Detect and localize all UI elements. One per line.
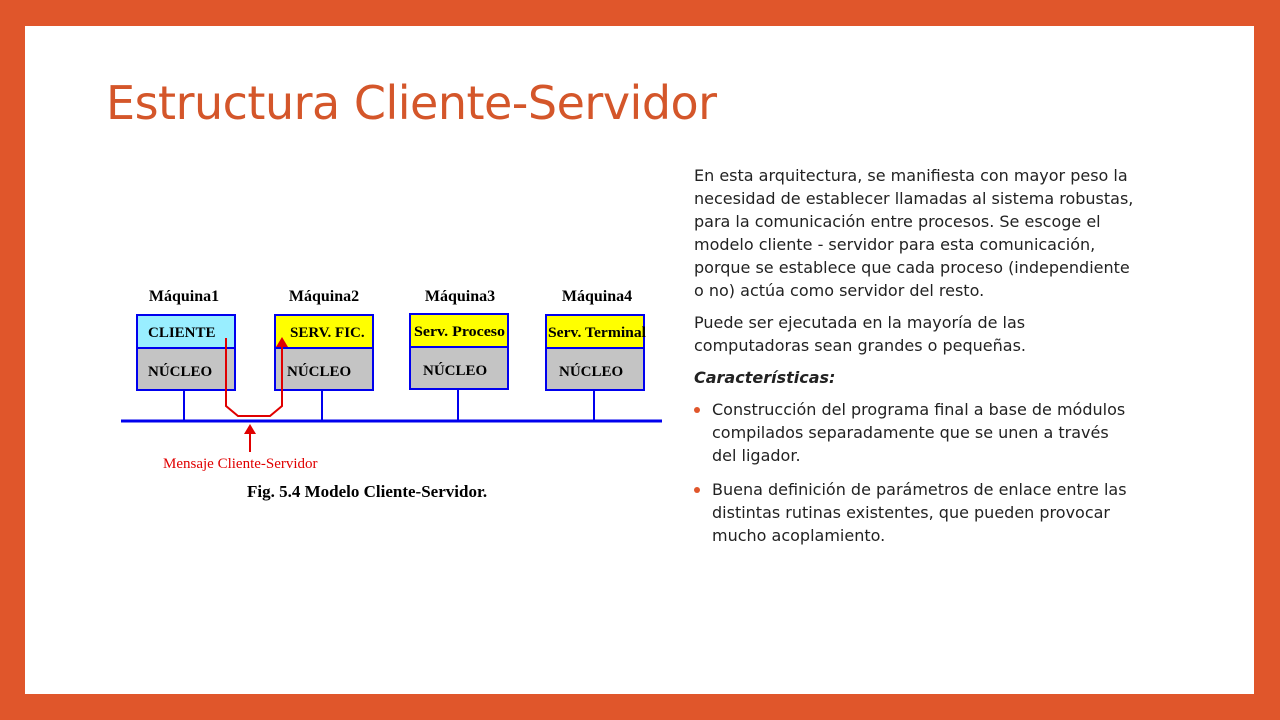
machine-4-top-label: Serv. Terminal bbox=[548, 325, 646, 341]
machine-2-top-label: SERV. FIC. bbox=[290, 325, 365, 341]
message-arrow bbox=[244, 424, 256, 452]
characteristics-heading: Características: bbox=[694, 368, 836, 387]
machine-4-box bbox=[546, 315, 646, 390]
bullet-text: Construcción del programa final a base de módulos compilados separadamente que se unen a través del ligador. bbox=[712, 400, 1126, 465]
machine-1-label: Máquina1 bbox=[148, 288, 220, 305]
machine-1-bottom-label: NÚCLEO bbox=[148, 364, 213, 380]
message-label: Mensaje Cliente-Servidor bbox=[163, 456, 318, 472]
machine-3-top-label: Serv. Proceso bbox=[414, 324, 505, 340]
machine-1-top-label: CLIENTE bbox=[148, 325, 216, 341]
machine-2-bottom-label: NÚCLEO bbox=[287, 364, 352, 380]
paragraph-2: Puede ser ejecutada en la mayoría de las computadoras sean grandes o pequeñas. bbox=[694, 313, 1026, 355]
bullet-text: Buena definición de parámetros de enlace entre las distintas rutinas existentes, que pueden provocar mucho acoplamiento. bbox=[712, 480, 1127, 545]
bullet-icon bbox=[694, 407, 700, 413]
text-column bbox=[694, 164, 1134, 558]
machine-2-label: Máquina2 bbox=[288, 288, 360, 305]
machine-3-box bbox=[410, 314, 508, 389]
paragraph-1: En esta arquitectura, se manifiesta con mayor peso la necesidad de establecer llamadas al sistema robustas, para la comunicación entre procesos. Se escoge el modelo cliente - servidor para esta comunicación, porque se establece que cada proceso (independiente o no) actúa como servidor del resto. bbox=[694, 166, 1134, 300]
list-item bbox=[694, 478, 1134, 547]
machine-3-label: Máquina3 bbox=[424, 288, 496, 305]
figure-caption: Fig. 5.4 Modelo Cliente-Servidor. bbox=[247, 482, 488, 501]
slide-title: Estructura Cliente-Servidor bbox=[106, 76, 717, 130]
machine-1-box bbox=[137, 315, 235, 390]
machine-4-label: Máquina4 bbox=[561, 288, 633, 305]
characteristics-list bbox=[694, 398, 1134, 547]
machine-2-box bbox=[275, 315, 373, 390]
bullet-icon bbox=[694, 487, 700, 493]
machine-3-bottom-label: NÚCLEO bbox=[423, 363, 488, 379]
list-item bbox=[694, 398, 1134, 467]
machine-4-bottom-label: NÚCLEO bbox=[559, 364, 624, 380]
